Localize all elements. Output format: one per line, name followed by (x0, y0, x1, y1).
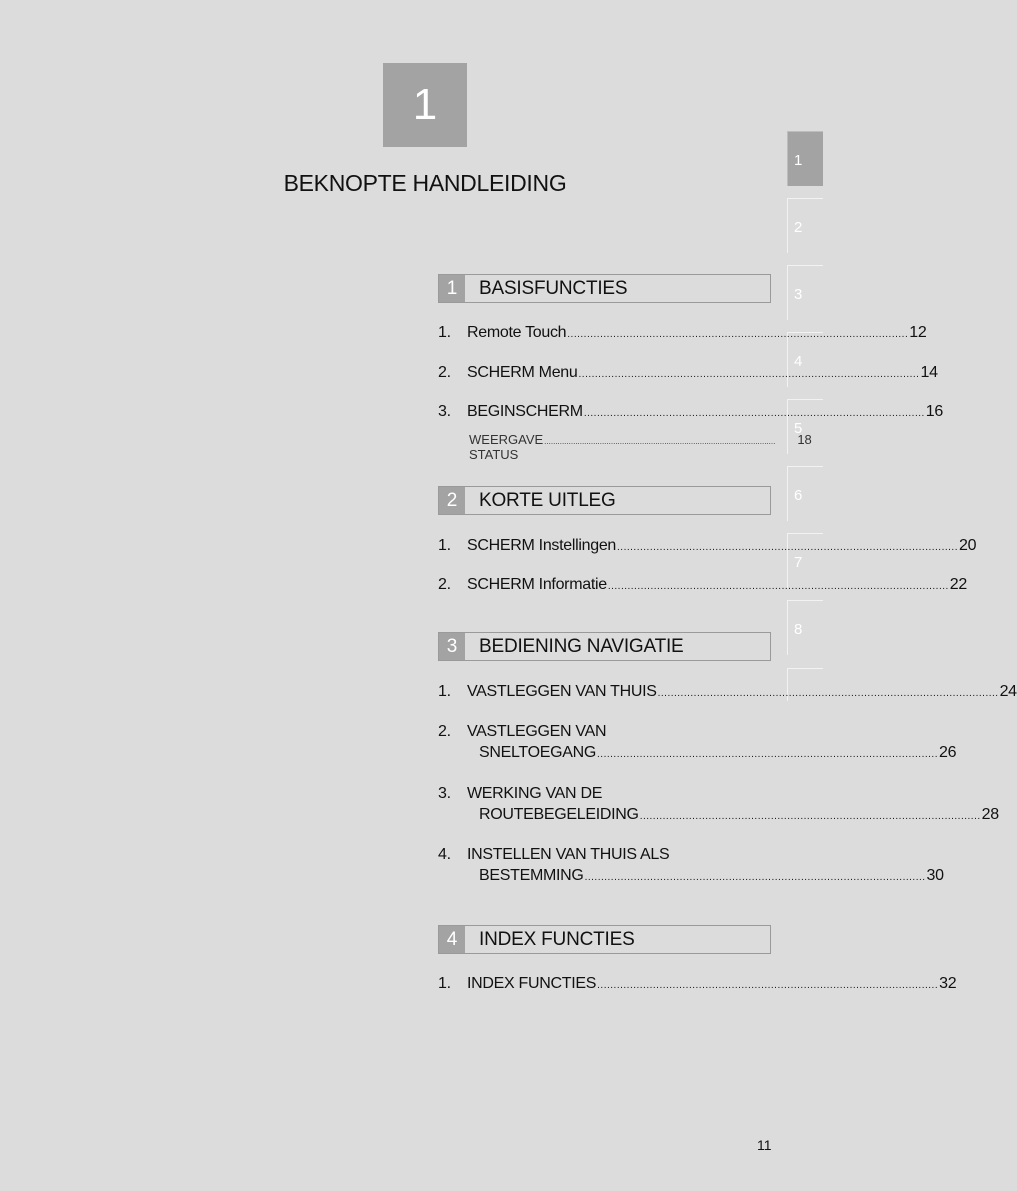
tab-chapter-8[interactable]: 8 (787, 600, 823, 655)
section-header-2 (438, 486, 771, 515)
toc-entry[interactable] (438, 975, 957, 993)
tab-chapter-4[interactable]: 4 (787, 332, 823, 387)
entry-number: 2. (438, 723, 451, 740)
toc-entry[interactable] (438, 576, 967, 594)
dot-leader: ........................................................................................................ (597, 980, 939, 991)
section-number: 2 (439, 487, 465, 514)
dot-leader: ........................................................................................................ (584, 872, 926, 883)
dot-leader: ........................................................................................................ (607, 581, 949, 592)
entry-page: 30 (926, 867, 944, 884)
entry-label: SCHERM Menu (467, 364, 578, 381)
tab-chapter-1[interactable]: 1 (787, 131, 823, 186)
section-title: KORTE UITLEG (479, 489, 616, 511)
entry-page: 32 (939, 975, 957, 992)
sub-entry-page: 18 (797, 432, 812, 447)
section-title: BEDIENING NAVIGATIE (479, 635, 684, 657)
entry-number: 2. (438, 576, 451, 593)
toc-entry[interactable] (438, 683, 1017, 701)
tab-chapter-2[interactable]: 2 (787, 198, 823, 253)
toc-entry[interactable] (438, 785, 999, 824)
chapter-title: BEKNOPTE HANDLEIDING (283, 170, 567, 196)
entry-page: 14 (920, 364, 938, 381)
sub-entry-label: WEERGAVE STATUS (469, 432, 544, 462)
entry-label-continued: SNELTOEGANG (479, 744, 597, 761)
toc-entry[interactable] (438, 364, 938, 382)
page-number: 11 (757, 1137, 772, 1153)
entry-label: INDEX FUNCTIES (467, 975, 597, 992)
dot-leader: ........................................................................................................ (597, 749, 938, 760)
entry-page: 22 (949, 576, 967, 593)
section-header-4 (438, 925, 771, 954)
entry-number: 1. (438, 537, 451, 554)
toc-entry[interactable] (438, 324, 927, 342)
entry-label: INSTELLEN VAN THUIS ALS (467, 846, 670, 863)
toc-entry[interactable] (438, 846, 944, 885)
dot-leader: ........................................................................................................ (617, 542, 958, 553)
entry-page: 28 (981, 806, 999, 823)
tab-chapter-5[interactable]: 5 (787, 399, 823, 454)
entry-page: 16 (925, 403, 943, 420)
entry-page: 26 (938, 744, 957, 761)
section-title: BASISFUNCTIES (479, 277, 628, 299)
dot-leader: ........................................................................................................ (583, 408, 925, 419)
entry-number: 2. (438, 364, 451, 381)
section-number: 4 (439, 926, 465, 953)
entry-number: 1. (438, 975, 451, 992)
entry-number: 1. (438, 683, 451, 700)
section-title: INDEX FUNCTIES (479, 928, 635, 950)
toc-entry[interactable] (438, 723, 957, 762)
entry-label: SCHERM Informatie (467, 576, 607, 593)
dot-leader: ........................................................................................................ (639, 811, 981, 822)
entry-label: WERKING VAN DE (467, 785, 603, 802)
entry-page: 12 (909, 324, 927, 341)
section-number: 3 (439, 633, 465, 660)
entry-label: BEGINSCHERM (467, 403, 583, 420)
dot-leader: ........................................................................................................ (578, 369, 920, 380)
entry-label-continued: BESTEMMING (479, 867, 584, 884)
entry-page: 20 (958, 537, 977, 554)
tab-chapter-7[interactable]: 7 (787, 533, 823, 588)
entry-label: VASTLEGGEN VAN THUIS (467, 683, 657, 700)
dot-leader: ........................................................................................................ (657, 688, 999, 699)
dot-leader: ........................................................................................................ (567, 329, 909, 340)
toc-sub-entry[interactable] (469, 432, 812, 462)
section-number: 1 (439, 275, 465, 302)
tab-chapter-6[interactable]: 6 (787, 466, 823, 521)
toc-entry[interactable] (438, 537, 977, 555)
entry-label: VASTLEGGEN VAN (467, 723, 607, 740)
entry-number: 3. (438, 785, 451, 802)
dot-leader: ........................................................................................................ (544, 437, 776, 446)
entry-label-continued: ROUTEBEGELEIDING (479, 806, 639, 823)
section-header-3 (438, 632, 771, 661)
entry-label: SCHERM Instellingen (467, 537, 617, 554)
tab-chapter-3[interactable]: 3 (787, 265, 823, 320)
entry-number: 4. (438, 846, 451, 863)
entry-page: 24 (999, 683, 1017, 700)
chapter-number-box: 1 (383, 63, 467, 147)
entry-label: Remote Touch (467, 324, 567, 341)
entry-number: 3. (438, 403, 451, 420)
toc-entry[interactable] (438, 403, 943, 421)
section-header-1 (438, 274, 771, 303)
entry-number: 1. (438, 324, 451, 341)
